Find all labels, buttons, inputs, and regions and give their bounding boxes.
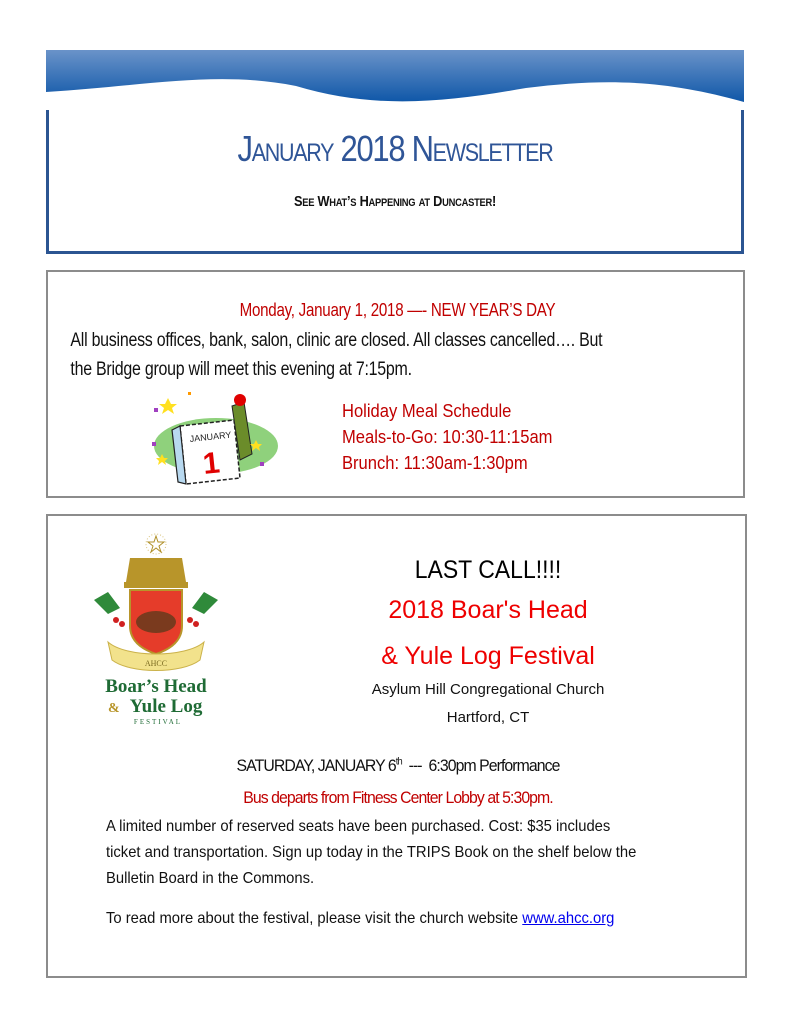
svg-text:JANUARY: JANUARY [189,429,232,444]
title-word-newsletter: Newsletter [411,128,553,169]
venue-city: Hartford, CT [446,709,530,726]
meals-to-go-time: Meals-to-Go: 10:30-11:15am [342,427,553,447]
bus-departure: Bus departs from Fitness Center Lobby at 5:30pm. [243,788,553,807]
svg-text:AHCC: AHCC [144,659,168,668]
boars-head-festival-logo [86,530,226,726]
blue-wave-banner [46,50,744,110]
festival-title-line1: 2018 Boar's Head [388,596,588,624]
svg-text:FESTIVAL: FESTIVAL [133,718,183,726]
holiday-meal-schedule [342,398,552,476]
title-word-year: 2018 [340,128,405,169]
venue-name: Asylum Hill Congregational Church [371,681,605,698]
ticket-info-line2: ticket and transportation. Sign up today in the TRIPS Book on the shelf below the [106,844,637,861]
website-info [106,910,744,928]
event-time: --- 6:30pm Performance [401,756,560,775]
holiday-heading: Monday, January 1, 2018 —- NEW YEAR’S DAY [239,300,556,320]
holiday-body [70,326,725,384]
last-call-heading: LAST CALL!!!! [414,556,562,584]
title-word-month: January [237,128,334,169]
festival-title-line2: & Yule Log Festival [381,642,595,670]
ticket-info-line3: Bulletin Board in the Commons. [106,870,315,887]
date-suffix: th [395,756,402,768]
website-text: To read more about the festival, please visit the church website [106,910,523,927]
subtitle: See What’s Happening at Duncaster! [293,193,497,210]
event-date: SATURDAY, JANUARY 6 [236,756,396,775]
svg-text:Yule Log: Yule Log [129,696,203,717]
holiday-body-line2: the Bridge group will meet this evening at 7:15pm. [70,359,412,380]
ticket-info-line1: A limited number of reserved seats have been purchased. Cost: $35 includes [106,818,611,835]
page-title [95,128,695,170]
event-date-time [166,756,631,776]
svg-text:1: 1 [201,446,222,481]
holiday-section [46,270,745,498]
svg-text:Boar’s Head: Boar’s Head [105,676,207,697]
brunch-time: Brunch: 11:30am-1:30pm [342,453,528,473]
church-website-link[interactable]: www.ahcc.org [522,910,615,927]
ticket-info [106,814,744,892]
holiday-body-line1: All business offices, bank, salon, clinic are closed. All classes cancelled…. But [70,330,603,351]
meal-schedule-title: Holiday Meal Schedule [342,401,512,421]
festival-section [46,514,747,978]
svg-text:&: & [108,701,120,716]
new-year-calendar-clipart [148,390,278,496]
